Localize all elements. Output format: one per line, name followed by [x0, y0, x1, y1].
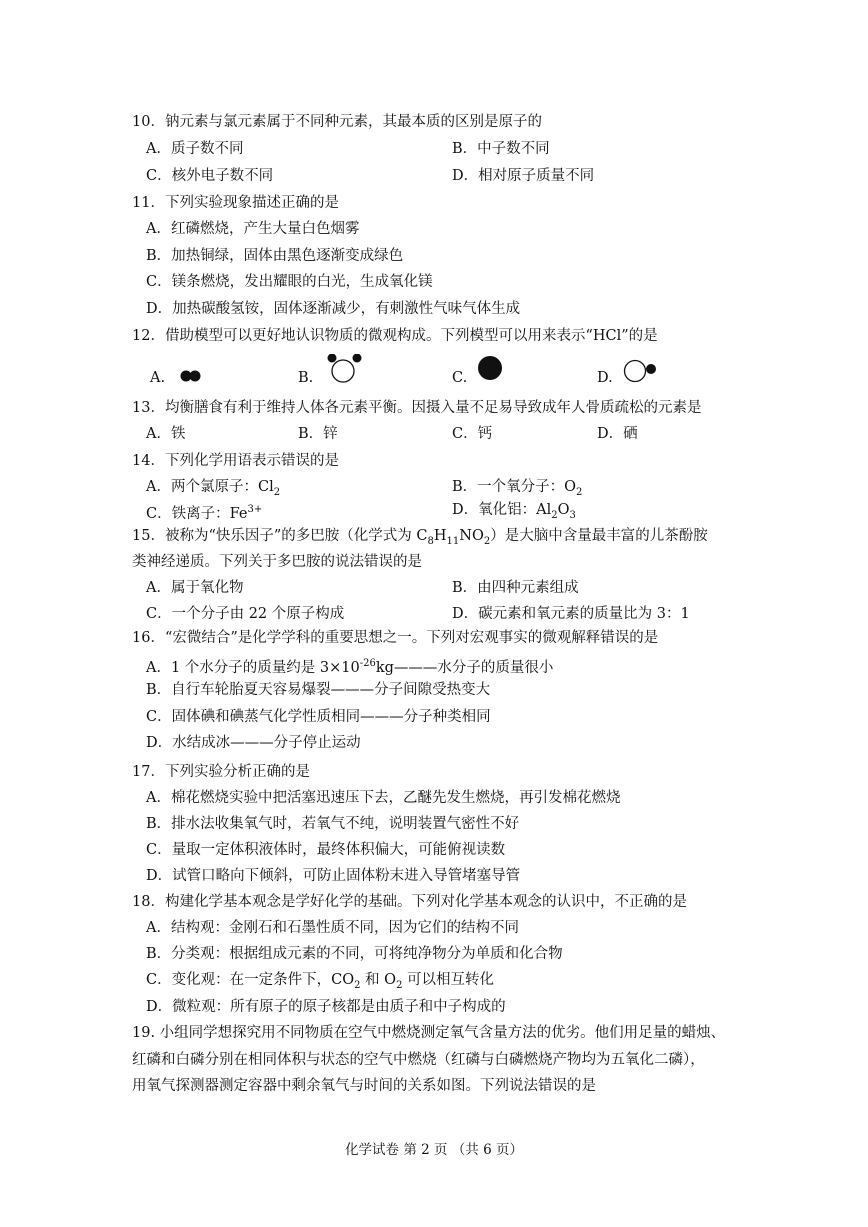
question-11-option-b: B．加热铜绿，固体由黑色逐渐变成绿色	[146, 248, 404, 264]
question-14-option-c	[146, 500, 262, 524]
option-b-label: B.	[298, 370, 314, 386]
question-17-option-c: C．量取一定体积液体时，最终体积偏大，可能俯视读数	[146, 842, 506, 858]
option-text: B．一个氧分子：O	[452, 479, 577, 495]
option-a-label: A.	[150, 370, 166, 386]
question-16-stem: 16．“宏微结合”是化学学科的重要思想之一。下列对宏观事实的微观解释错误的是	[132, 630, 659, 646]
subscript: 8	[427, 535, 434, 547]
option-text: C．铁离子：Fe	[146, 505, 248, 522]
question-12-option-a	[150, 354, 210, 390]
question-19-stem-line-3: 用氧气探测器测定容器中剩余氧气与时间的关系如图。下列说法错误的是	[132, 1078, 596, 1094]
question-14-option-d	[452, 500, 576, 526]
question-17-option-a: A．棉花燃烧实验中把活塞迅速压下去，乙醚先发生燃烧，再引发棉花燃烧	[146, 790, 621, 806]
option-c-label: C.	[452, 370, 468, 386]
question-12-option-d	[597, 354, 677, 390]
question-15-option-a: A．属于氧化物	[146, 580, 244, 596]
question-10-option-b: B．中子数不同	[452, 141, 550, 157]
question-15-stem-line-2: 类神经递质。下列关于多巴胺的说法错误的是	[132, 554, 422, 570]
option-text: 和 O	[360, 972, 397, 988]
question-15-option-b: B．由四种元素组成	[452, 580, 579, 596]
question-12-stem: 12．借助模型可以更好地认识物质的微观构成。下列模型可以用来表示“HCl”的是	[132, 328, 658, 344]
question-19-stem-line-1: 19. 小组同学想探究用不同物质在空气中燃烧测定氧气含量方法的优劣。他们用足量的蜡烛、	[132, 1025, 726, 1041]
option-text: D．氧化铝：Al	[452, 502, 552, 518]
subscript: 2	[576, 486, 583, 498]
question-14-option-b	[452, 477, 582, 503]
option-text: O	[557, 502, 570, 518]
question-15-stem-line-1	[132, 526, 708, 552]
question-14-option-a	[146, 477, 280, 503]
question-10-stem: 10．钠元素与氯元素属于不同种元素，其最本质的区别是原子的	[132, 114, 542, 130]
question-10-option-d: D．相对原子质量不同	[452, 168, 595, 184]
question-11-option-d: D．加热碳酸氢铵，固体逐渐减少，有刺激性气味气体生成	[146, 301, 521, 317]
molecule-model-a-icon	[178, 354, 208, 390]
question-12-option-b	[298, 354, 378, 390]
question-17-stem: 17．下列实验分析正确的是	[132, 764, 310, 780]
question-12-option-c	[452, 354, 522, 390]
option-text: A．两个氯原子：Cl	[146, 479, 274, 495]
question-18-option-b: B．分类观：根据组成元素的不同，可将纯净物分为单质和化合物	[146, 946, 563, 962]
superscript: -26	[359, 658, 376, 669]
question-16-option-b: B．自行车轮胎夏天容易爆裂———分子间隙受热变大	[146, 682, 491, 698]
question-13-stem: 13．均衡膳食有利于维持人体各元素平衡。因摄入量不足易导致成年人骨质疏松的元素是	[132, 400, 702, 416]
stem-text: 15．被称为“快乐因子”的多巴胺（化学式为 C	[132, 528, 428, 544]
option-text: kg———水分子的质量很小	[375, 659, 554, 676]
question-17-option-b: B．排水法收集氧气时，若氧气不纯，说明装置气密性不好	[146, 816, 520, 832]
molecule-model-d-icon	[621, 354, 665, 390]
subscript: 2	[396, 979, 403, 991]
question-16-option-a	[146, 654, 553, 678]
stem-text: NO	[459, 528, 484, 544]
question-10-option-c: C．核外电子数不同	[146, 168, 274, 184]
superscript: 3+	[247, 504, 263, 515]
question-13-option-c: C．钙	[452, 426, 493, 442]
molecule-model-b-icon	[326, 354, 366, 390]
option-text: A．1 个水分子的质量约是 3×10	[146, 659, 360, 676]
question-19-stem-line-2: 红磷和白磷分别在相同体积与状态的空气中燃烧（红磷与白磷燃烧产物均为五氧化二磷），	[132, 1052, 705, 1068]
subscript: 2	[551, 509, 558, 521]
subscript: 3	[569, 509, 576, 521]
question-15-option-d: D．碳元素和氧元素的质量比为 3：1	[452, 606, 690, 622]
stem-text: ）是大脑中含量最丰富的儿茶酚胺	[490, 528, 708, 544]
question-13-option-b: B．锌	[298, 426, 338, 442]
option-d-label: D.	[597, 370, 613, 386]
question-17-option-d: D．试管口略向下倾斜，可防止固体粉末进入导管堵塞导管	[146, 868, 521, 884]
question-11-option-a: A．红磷燃烧，产生大量白色烟雾	[146, 221, 360, 237]
question-18-option-c	[146, 970, 494, 996]
option-text: C．变化观：在一定条件下，CO	[146, 972, 355, 988]
molecule-model-c-icon	[476, 354, 510, 390]
subscript: 2	[483, 535, 491, 547]
subscript: 2	[354, 979, 361, 991]
question-15-option-c: C．一个分子由 22 个原子构成	[146, 606, 345, 622]
page-footer: 化学试卷 第 2 页 （共 6 页）	[345, 1142, 523, 1158]
question-16-option-c: C．固体碘和碘蒸气化学性质相同———分子种类相同	[146, 709, 491, 725]
question-18-option-a: A．结构观：金刚石和石墨性质不同，因为它们的结构不同	[146, 920, 519, 936]
question-10-option-a: A．质子数不同	[146, 141, 244, 157]
question-16-option-d: D．水结成冰———分子停止运动	[146, 735, 361, 751]
stem-text: H	[433, 528, 447, 544]
subscript: 11	[446, 535, 460, 547]
subscript: 2	[273, 486, 281, 498]
question-13-option-a: A．铁	[146, 426, 186, 442]
option-text: 可以相互转化	[402, 972, 495, 988]
question-18-option-d: D．微粒观：所有原子的原子核都是由质子和中子构成的	[146, 999, 506, 1015]
question-13-option-d: D．硒	[597, 426, 638, 442]
question-14-stem: 14．下列化学用语表示错误的是	[132, 453, 339, 469]
question-18-stem: 18．构建化学基本观念是学好化学的基础。下列对化学基本观念的认识中，不正确的是	[132, 894, 687, 910]
question-11-option-c: C．镁条燃烧，发出耀眼的白光，生成氧化镁	[146, 274, 433, 290]
question-11-stem: 11．下列实验现象描述正确的是	[132, 195, 339, 211]
